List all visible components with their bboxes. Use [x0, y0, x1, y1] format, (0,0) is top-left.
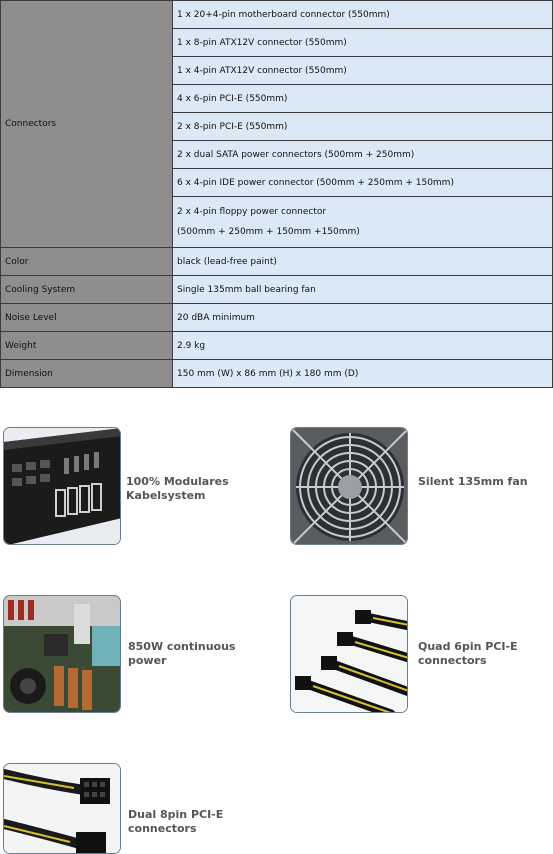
feature-caption-power: 850W continuous power	[128, 640, 236, 667]
circuit-board-photo	[3, 595, 121, 713]
cooling-label: Cooling System	[1, 276, 173, 304]
connector-value: 6 x 4-pin IDE power connector (500mm + 250mm + 150mm)	[173, 169, 553, 197]
color-label: Color	[1, 248, 173, 276]
fan-grille-photo	[290, 427, 408, 545]
feature-caption-fan: Silent 135mm fan	[418, 475, 528, 488]
dimension-label: Dimension	[1, 360, 173, 388]
noise-value: 20 dBA minimum	[173, 304, 553, 332]
modular-psu-photo	[3, 427, 121, 545]
floppy-connector-value	[173, 197, 553, 248]
noise-label: Noise Level	[1, 304, 173, 332]
color-value: black (lead-free paint)	[173, 248, 553, 276]
feature-caption-dual-8pin: Dual 8pin PCI-E connectors	[128, 808, 224, 835]
connector-value: 2 x dual SATA power connectors (500mm + 250mm)	[173, 141, 553, 169]
connector-value: 1 x 8-pin ATX12V connector (550mm)	[173, 29, 553, 57]
8pin-cables-photo	[3, 763, 121, 854]
floppy-line-2: (500mm + 250mm + 150mm +150mm)	[177, 227, 360, 237]
spec-table	[0, 0, 553, 388]
weight-label: Weight	[1, 332, 173, 360]
floppy-line-1: 2 x 4-pin floppy power connector	[177, 207, 327, 217]
connector-value: 1 x 20+4-pin motherboard connector (550mm)	[173, 1, 553, 29]
pcie-cables-photo	[290, 595, 408, 713]
cooling-value: Single 135mm ball bearing fan	[173, 276, 553, 304]
weight-value: 2.9 kg	[173, 332, 553, 360]
connector-value: 4 x 6-pin PCI-E (550mm)	[173, 85, 553, 113]
dimension-value: 150 mm (W) x 86 mm (H) x 180 mm (D)	[173, 360, 553, 388]
connector-value: 2 x 8-pin PCI-E (550mm)	[173, 113, 553, 141]
feature-caption-modular: 100% Modulares Kabelsystem	[126, 475, 229, 502]
connector-value: 1 x 4-pin ATX12V connector (550mm)	[173, 57, 553, 85]
connectors-label: Connectors	[1, 1, 173, 248]
feature-caption-quad-pcie: Quad 6pin PCI-E connectors	[418, 640, 518, 667]
